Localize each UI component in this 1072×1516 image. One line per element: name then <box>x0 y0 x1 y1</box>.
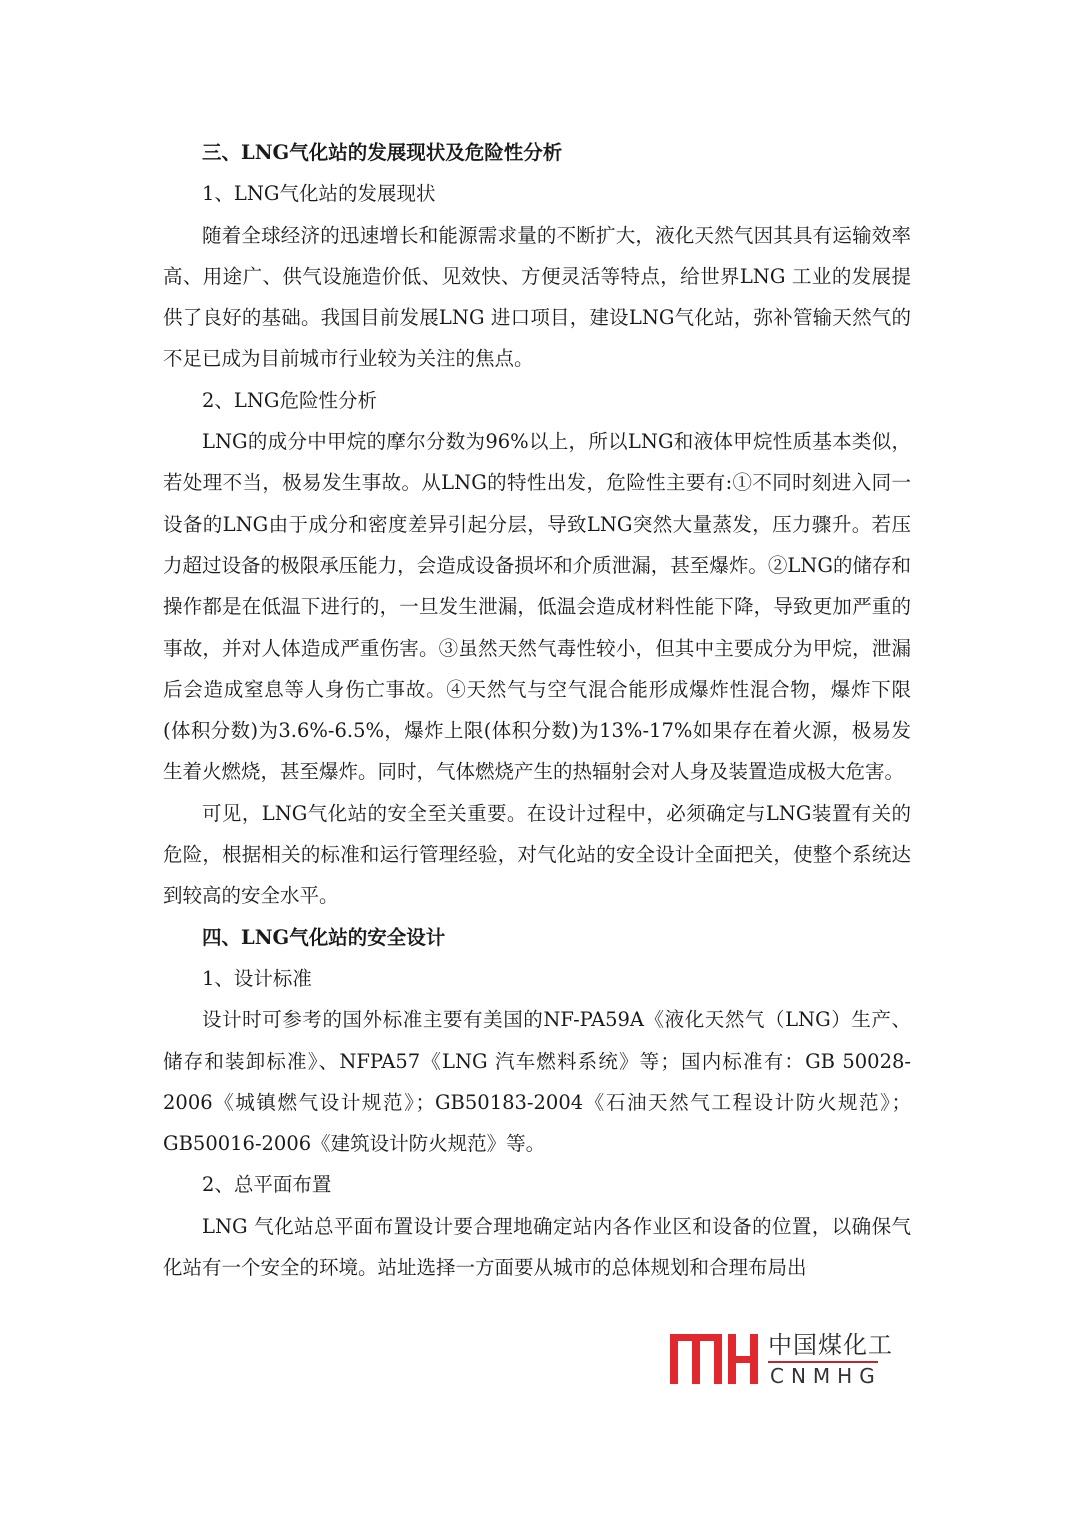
section-3-paragraph-3: 可见，LNG气化站的安全至关重要。在设计过程中，必须确定与LNG装置有关的危险，根据相关的标准和运行管理经验，对气化站的安全设计全面把关，使整个系统达到较高的安全水平。 <box>163 801 911 908</box>
cnmhg-logo-icon <box>668 1330 760 1386</box>
section-4-paragraph-1: 设计时可参考的国外标准主要有美国的NF-PA59A《液化天然气（LNG）生产、储存和装卸标准》、NFPA57《LNG 汽车燃料系统》等；国内标准有：GB 50028-2006《城镇燃气设计规范》；GB50183-2004《石油天然气工程设计防火规范》；GB50016-2006《建筑设计防火规范》等。 <box>163 1008 911 1156</box>
section-3-subheading-2: 2、LNG危险性分析 <box>202 388 377 412</box>
watermark-english-text: CNMHG <box>770 1364 882 1388</box>
section-3-subheading-1: 1、LNG气化站的发展现状 <box>202 182 436 206</box>
document-body <box>163 132 911 1288</box>
watermark-logo <box>668 1330 893 1390</box>
section-3-paragraph-2: LNG的成分中甲烷的摩尔分数为96%以上，所以LNG和液体甲烷性质基本类似，若处理不当，极易发生事故。从LNG的特性出发，危险性主要有:①不同时刻进入同一设备的LNG由于成分和密度差异引起分层，导致LNG突然大量蒸发，压力骤升。若压力超过设备的极限承压能力，会造成设备损坏和介质泄漏，甚至爆炸。②LNG的储存和操作都是在低温下进行的，一旦发生泄漏，低温会造成材料性能下降，导致更加严重的事故，并对人体造成严重伤害。③虽然天然气毒性较小，但其中主要成分为甲烷，泄漏后会造成窒息等人身伤亡事故。④天然气与空气混合能形成爆炸性混合物，爆炸下限(体积分数)为3.6%-6.5%，爆炸上限(体积分数)为13%-17%如果存在着火源，极易发生着火燃烧，甚至爆炸。同时，气体燃烧产生的热辐射会对人身及装置造成极大危害。 <box>163 430 911 784</box>
section-3-title: 三、LNG气化站的发展现状及危险性分析 <box>202 141 563 164</box>
section-3-paragraph-1: 随着全球经济的迅速增长和能源需求量的不断扩大，液化天然气因其具有运输效率高、用途广、供气设施造价低、见效快、方便灵活等特点，给世界LNG 工业的发展提供了良好的基础。我国目前发展LNG 进口项目，建设LNG气化站，弥补管输天然气的不足已成为目前城市行业较为关注的焦点。 <box>163 223 911 371</box>
section-4-title: 四、LNG气化站的安全设计 <box>202 925 446 949</box>
section-4-subheading-1: 1、设计标准 <box>202 966 312 990</box>
section-4-paragraph-2: LNG 气化站总平面布置设计要合理地确定站内各作业区和设备的位置，以确保气化站有一个安全的环境。站址选择一方面要从城市的总体规划和合理布局出 <box>163 1214 911 1280</box>
watermark-chinese-text: 中国煤化工 <box>768 1331 893 1359</box>
section-4-subheading-2: 2、总平面布置 <box>202 1173 332 1197</box>
